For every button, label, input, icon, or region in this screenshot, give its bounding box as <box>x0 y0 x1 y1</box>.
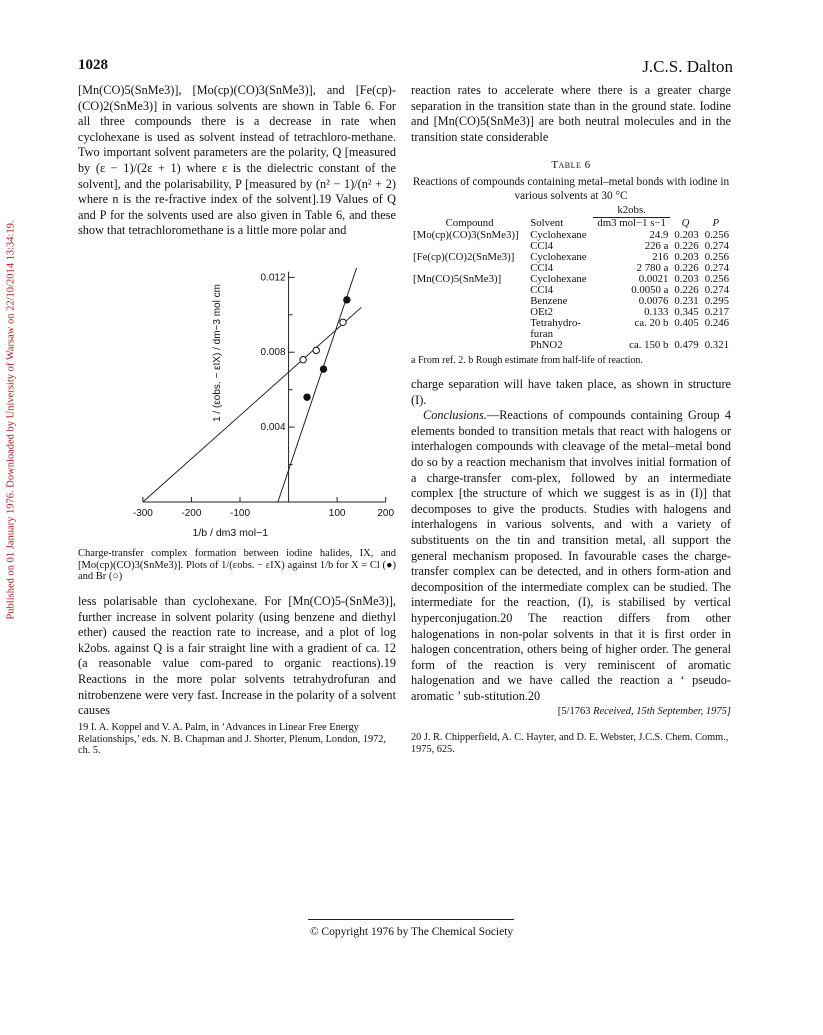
left-paragraph-1: [Mn(CO)5(SnMe3)], [Mo(cp)(CO)3(SnMe3)], and [Fe(cp)-(CO)2(SnMe3)] in various solvents are shown in Table 6. For all three compounds there is a decrease in rate when cyclohexane is used as solvent instead of tetrachloro-methane. Two important solvent parameters are the polarity, Q [measured by (ε − 1)/(2ε + 1) where ε is the dielectric constant of the solvent], and the polarisability, P [measured by (n² − 1)/(n² + 2) where n is the re-fractive index of the solvent].19 Values of Q and P for the solvents used are also given in Table 6, and these show that tetrachloromethane is a little more polar and <box>78 83 396 238</box>
cell-k: 0.133 <box>644 306 669 318</box>
cell-compound: [Fe(cp)(CO)2(SnMe3)] <box>413 251 515 263</box>
cell-compound <box>411 329 528 340</box>
left-paragraph-2: less polarisable than cyclohexane. For [Mn(CO)5-(SnMe3)], further increase in solvent polarity (using benzene and diethyl ether) caused the reaction rate to increase, and a plot of log k2obs. against Q is a fair straight line with a gradient of ca. 12 (a reasonable value com-pared to organic reactions).19 Reactions in the more polar solvents tetrahydrofuran and nitrobenzene were very fast. Increase in the polarity of a solvent causes <box>78 594 396 718</box>
cell-solvent: Cyclohexane <box>530 251 587 263</box>
right-column-bottom <box>411 377 731 704</box>
table-title: Table 6 <box>551 159 591 171</box>
col-k-top: k2obs. <box>617 204 646 216</box>
cell-compound: [Mo(cp)(CO)3(SnMe3)] <box>413 229 519 241</box>
cell-p: 0.321 <box>704 339 729 351</box>
table-row <box>411 318 731 329</box>
cell-k: 226 a <box>644 240 669 252</box>
cell-q: 0.203 <box>674 229 699 241</box>
cell-p: 0.274 <box>704 284 729 296</box>
cell-solvent: furan <box>530 328 553 340</box>
cell-p: 0.256 <box>704 229 729 241</box>
cell-solvent: CCl4 <box>530 240 554 252</box>
x-tick-label: -100 <box>229 508 251 519</box>
cell-q: 0.231 <box>674 295 699 307</box>
cell-q: 0.226 <box>674 262 699 274</box>
cell-p: 0.274 <box>704 262 729 274</box>
cell-k: 24.9 <box>649 229 669 241</box>
header-q: Q <box>681 216 690 229</box>
cell-q: 0.203 <box>674 273 699 285</box>
br-fit-line <box>143 307 362 502</box>
footnote-19: 19 I. A. Koppel and V. A. Palm, in ‘Advances in Linear Free Energy Relationships,’ eds. N. B. Chapman and J. Shorter, Plenum, London, 1972, ch. 5. <box>78 722 386 756</box>
col-q-blank <box>670 205 700 218</box>
right-paragraph-1: reaction rates to accelerate where there is a greater charge separation in the transition state than in the ground state. Iodine and [Mn(CO)5(SnMe3)] are both neutral molecules and in the transition state considerable <box>411 83 731 144</box>
footnote-20: 20 J. R. Chipperfield, A. C. Hayter, and D. E. Webster, J.C.S. Chem. Comm., 1975, 625. <box>411 732 729 755</box>
x-tick-label: -300 <box>132 508 153 519</box>
figure <box>78 258 396 548</box>
table-footnote: a From ref. 2. b Rough estimate from half-life of reaction. <box>411 355 643 366</box>
received-line <box>411 706 731 717</box>
table-body <box>411 205 731 351</box>
cell-solvent: PhNO2 <box>530 339 563 351</box>
cl-fit-line <box>278 268 357 502</box>
conclusions-heading: Conclusions. <box>423 408 487 423</box>
cell-solvent: CCl4 <box>530 262 554 274</box>
cell-compound <box>411 340 528 351</box>
cell-p: 0.256 <box>704 251 729 263</box>
header-p: P <box>712 216 720 229</box>
page-number: 1028 <box>78 57 108 73</box>
x-tick-label: -200 <box>181 508 202 519</box>
cell-k: 0.0076 <box>638 295 669 307</box>
cell-solvent: Benzene <box>530 295 568 307</box>
cell-q: 0.345 <box>674 306 699 318</box>
cell-solvent: Cyclohexane <box>530 229 587 241</box>
cell-k: ca. 20 b <box>634 317 669 329</box>
left-column-bottom <box>78 594 396 719</box>
br-data-point <box>313 347 319 353</box>
right-column-top <box>411 83 731 145</box>
cell-compound <box>411 307 528 318</box>
figure-caption: Charge-transfer complex formation between iodine halides, IX, and [Mo(cp)(CO)3(SnMe3)]. Plots of 1/(εobs. − εIX) against 1/b for X = Cl (●) and Br (○) <box>78 548 396 582</box>
cell-q: 0.226 <box>674 240 699 252</box>
scatter-plot <box>78 258 396 548</box>
cell-p: 0.274 <box>704 240 729 252</box>
cell-compound <box>411 318 528 329</box>
y-axis-label: 1 / (εobs. − εIX) / dm−3 mol cm <box>212 284 223 422</box>
conclusions-paragraph <box>411 408 731 704</box>
footer-rule <box>308 919 514 920</box>
cell-k: 0.0021 <box>638 273 669 285</box>
x-tick-label: 200 <box>377 508 395 519</box>
download-notice <box>2 210 20 630</box>
table-caption: Reactions of compounds containing metal–metal bonds with iodine in various solvents at 30 °C <box>412 176 730 202</box>
received-ref: [5/1763 <box>557 706 591 717</box>
journal-title: J.C.S. Dalton <box>642 57 733 76</box>
table-row <box>411 340 731 351</box>
cell-q: 0.405 <box>674 317 699 329</box>
y-tick-label: 0.012 <box>260 272 286 284</box>
br-data-point <box>340 319 346 325</box>
cl-data-point <box>320 366 326 372</box>
cell-q: 0.479 <box>674 339 699 351</box>
download-notice-text: Published on 01 January 1976. Downloaded by University of Warsaw on 22/10/2014 13:34:19. <box>5 220 17 620</box>
cell-p: 0.295 <box>704 295 729 307</box>
header-compound: Compound <box>445 216 494 229</box>
cell-k: 216 <box>652 251 669 263</box>
cell-k: 0.0050 a <box>631 284 669 296</box>
cell-compound: [Mn(CO)5(SnMe3)] <box>413 273 502 285</box>
copyright-notice: © Copyright 1976 by The Chemical Society <box>309 926 514 938</box>
cell-q: 0.226 <box>674 284 699 296</box>
cl-data-point <box>304 394 310 400</box>
x-axis-label: 1/b / dm3 mol−1 <box>192 527 269 539</box>
cell-q: 0.203 <box>674 251 699 263</box>
y-tick-label: 0.004 <box>260 422 286 434</box>
received-date: Received, 15th September, 1975] <box>593 706 731 717</box>
cell-solvent: Tetrahydro- <box>530 317 582 329</box>
col-compound <box>411 205 528 218</box>
cell-solvent: OEt2 <box>530 306 553 318</box>
cell-p: 0.256 <box>704 273 729 285</box>
right-paragraph-2: charge separation will have taken place, as shown in structure (I). <box>411 377 731 407</box>
y-tick-label: 0.008 <box>260 347 286 359</box>
cell-k: 2 780 a <box>636 262 669 274</box>
left-column-top <box>78 83 396 239</box>
conclusions-text: —Reactions of compounds containing Group 4 elements bonded to transition metals that react with halogens or interhalogen compounds with cleavage of the metal–metal bond do so by a reaction mechanism that involves initial formation of a charge-transfer com-plex, followed by an intermediate complex [the structure of which we suggest is as in (I)] that decomposes to give the products. Studies with halogens and interhalogens in various solvents, and with a variety of substituents on the tin and transition metal, all support the general mechanism proposed. In favourable cases the charge-transfer complex can be detected, and in others form-ation and decomposition of the intermediate complex can be studied. The intermediate for the reaction, (I), is stabilised by vertical hyperconjugation.20 The reaction differs from other halogenations in non-polar solvents in that it is first order in halogen concentration, others being of higher order. The general form of the reaction is very reminiscent of aromatic halogenation and we have called the reaction a ‘ pseudo-aromatic ’ sub-stitution.20 <box>411 408 731 703</box>
br-data-point <box>300 357 306 363</box>
cell-solvent: CCl4 <box>530 284 554 296</box>
x-tick-label: 100 <box>328 508 346 519</box>
cell-p: 0.217 <box>704 306 729 318</box>
cell-compound <box>411 296 528 307</box>
col-solvent <box>528 205 593 218</box>
header-solvent: Solvent <box>530 216 564 229</box>
header-k-units: dm3 mol−1 s−1 <box>593 218 671 231</box>
cell-p: 0.246 <box>704 317 729 329</box>
cell-solvent: Cyclohexane <box>530 273 587 285</box>
cell-k: ca. 150 b <box>629 339 669 351</box>
cell-compound <box>411 285 528 296</box>
cl-data-point <box>344 297 350 303</box>
col-p-blank <box>701 205 731 218</box>
table-6 <box>411 159 731 366</box>
